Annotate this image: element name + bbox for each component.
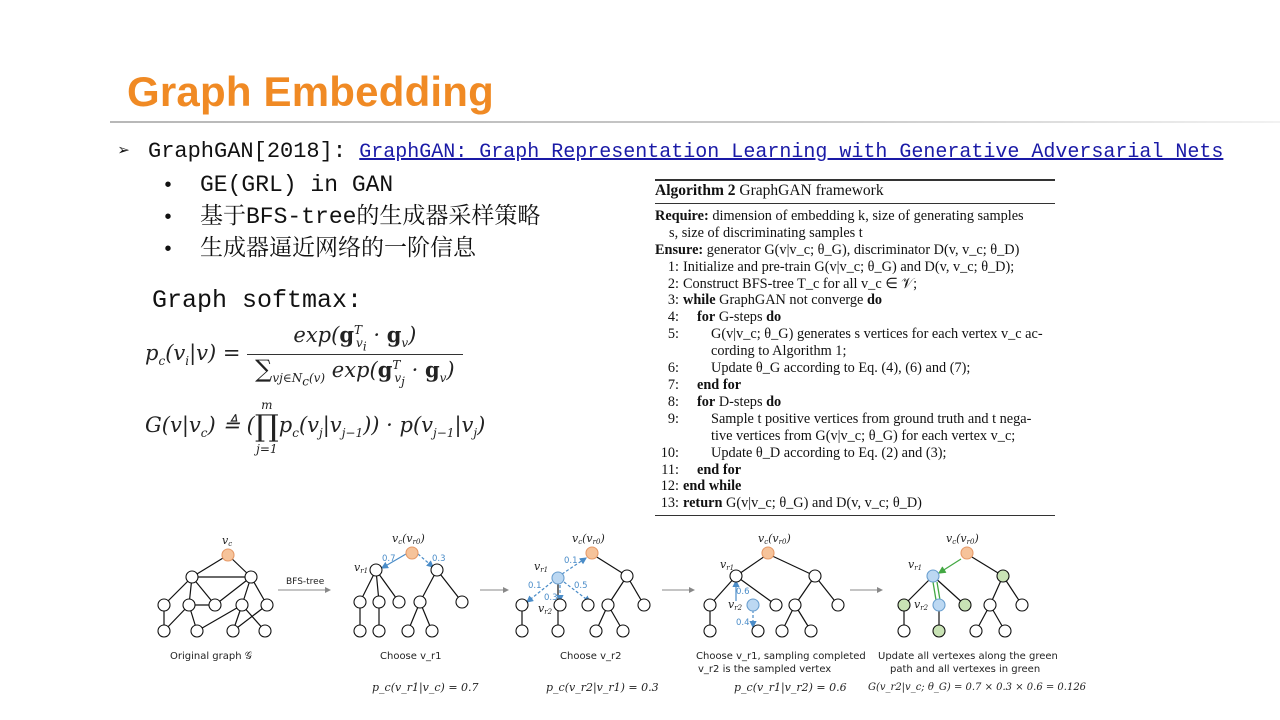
algorithm-line: 7: end for: [667, 376, 742, 393]
algorithm-line: 1: Initialize and pre-train G(v|v_c; θ_G) and D(v, v_c; θ_D);: [667, 258, 1015, 275]
bullet-dot-icon: •: [162, 207, 175, 230]
svg-text:vc: vc: [222, 534, 233, 548]
require-label: Require:: [655, 207, 709, 224]
algorithm-line: 8: for D-steps do: [667, 393, 782, 410]
algorithm-line: 3: while GraphGAN not converge do: [667, 292, 883, 309]
svg-text:vc(vr0): vc(vr0): [758, 532, 791, 546]
softmax-equation: $p_c(v_i|v)$ = $\frac{\exp(g^T_{v_i} \cdot g_v)}{\sum_{vj\in N_c(v)} \exp(g^T_{v_j} \cdot g_v)}$: [145, 322, 463, 388]
prob-panel-4: p_c(v_r1|v_r2) = 0.6: [734, 681, 847, 694]
algorithm-line: 10: Update θ_D according to Eq. (2) and (3);: [660, 444, 947, 461]
caption-original-graph: Original graph 𝒢: [170, 651, 252, 662]
paper-link[interactable]: GraphGAN: Graph Representation Learning with Generative Adversarial Nets: [359, 141, 1224, 164]
prob-panel-3: p_c(v_r2|v_r1) = 0.3: [546, 681, 659, 694]
svg-text:vc(vr0): vc(vr0): [946, 532, 979, 546]
main-point-label: GraphGAN[2018]:: [148, 139, 347, 164]
caption-sampled-vertex: v_r2 is the sampled vertex: [698, 664, 832, 675]
algorithm-line: tive vertices from G(v|v_c; θ_G) for each vertex v_c;: [711, 427, 1016, 444]
bfs-tree-arrow-label: BFS-tree: [286, 577, 325, 587]
require-text: dimension of embedding k, size of generating samples: [712, 207, 1024, 224]
algorithm-line: 4: for G-steps do: [667, 309, 782, 326]
bullet-item: [162, 202, 540, 234]
svg-text:vc(vr0): vc(vr0): [572, 532, 605, 546]
main-point: [118, 138, 1223, 164]
bullet-item: [162, 170, 540, 202]
bullet-text: 基于BFS-tree的生成器采样策略: [200, 204, 541, 230]
graph-softmax-label: Graph softmax:: [152, 286, 363, 315]
svg-text:0.3: 0.3: [432, 554, 446, 564]
svg-text:vr2: vr2: [728, 598, 743, 612]
svg-text:vr1: vr1: [908, 558, 923, 572]
caption-sampling-complete: Choose v_r1, sampling completed: [696, 651, 866, 662]
bullet-dot-icon: •: [162, 175, 175, 198]
caption-choose-vr2: Choose v_r2: [560, 651, 622, 662]
svg-text:0.6: 0.6: [736, 587, 750, 597]
bullet-text: GE(GRL) in GAN: [200, 172, 394, 198]
prob-panel-5: G(v_r2|v_c; θ_G) = 0.7 × 0.3 × 0.6 = 0.126: [868, 682, 1087, 693]
prob-panel-2: p_c(v_r1|v_c) = 0.7: [372, 681, 479, 694]
title-divider: [110, 121, 1280, 123]
svg-text:0.4: 0.4: [736, 618, 750, 628]
algorithm-line: 11: end for: [661, 461, 742, 478]
algorithm-number: Algorithm 2: [655, 182, 736, 199]
svg-text:vr2: vr2: [914, 598, 929, 612]
caption-choose-vr1: Choose v_r1: [380, 651, 442, 662]
algorithm-line: 6: Update θ_G according to Eq. (4), (6) and (7);: [667, 360, 971, 377]
svg-text:vc(vr0): vc(vr0): [392, 532, 425, 546]
generator-equation: $G(v|v_c)$ ≜ ( m ∏ j=1 $p_c(v_j|v_{j-1})) \cdot p(v_{j-1}|v_j)$: [145, 398, 486, 456]
svg-text:vr2: vr2: [538, 602, 553, 616]
bullet-list: [162, 170, 540, 266]
svg-text:0.5: 0.5: [574, 581, 588, 591]
algorithm-line: 13: return G(v|v_c; θ_G) and D(v, v_c; θ_D): [660, 495, 922, 512]
svg-text:vr1: vr1: [720, 558, 735, 572]
algorithm-title: [655, 179, 1055, 204]
algorithm-ensure: [655, 242, 1055, 259]
algorithm-line: 9: Sample t positive vertices from ground truth and t nega-: [667, 410, 1032, 427]
algorithm-require: [655, 208, 1055, 225]
ensure-label: Ensure:: [655, 241, 704, 258]
caption-update-green-2: path and all vertexes in green: [890, 664, 1041, 675]
algorithm-line: 2: Construct BFS-tree T_c for all v_c ∈ 𝒱;: [667, 275, 918, 292]
bullet-text: 生成器逼近网络的一阶信息: [200, 236, 476, 262]
algorithm-bottom-rule: [655, 515, 1055, 516]
bfs-tree-figure: [150, 530, 1087, 700]
caption-update-green: Update all vertexes along the green: [878, 651, 1058, 662]
svg-text:0.1: 0.1: [528, 581, 542, 591]
bullet-dot-icon: •: [162, 239, 175, 262]
ensure-text: generator G(v|v_c; θ_G), discriminator D(v, v_c; θ_D): [706, 241, 1020, 258]
arrow-bullet-icon: ➢: [118, 141, 131, 164]
svg-text:0.1: 0.1: [564, 556, 578, 566]
algorithm-require-cont: s, size of discriminating samples t: [669, 224, 863, 241]
svg-text:vr1: vr1: [354, 561, 369, 575]
slide-title: Graph Embedding: [127, 68, 495, 115]
svg-text:0.7: 0.7: [382, 554, 396, 564]
algorithm-line: 12: end while: [660, 478, 742, 495]
algorithm-line: 5: G(v|v_c; θ_G) generates s vertices for each vertex v_c ac-: [667, 326, 1043, 343]
bullet-item: [162, 234, 540, 266]
svg-text:0.3: 0.3: [544, 593, 558, 603]
algorithm-box: [655, 179, 1055, 516]
algorithm-line: cording to Algorithm 1;: [711, 343, 847, 360]
algorithm-name: GraphGAN framework: [739, 182, 884, 199]
svg-text:vr1: vr1: [534, 560, 549, 574]
